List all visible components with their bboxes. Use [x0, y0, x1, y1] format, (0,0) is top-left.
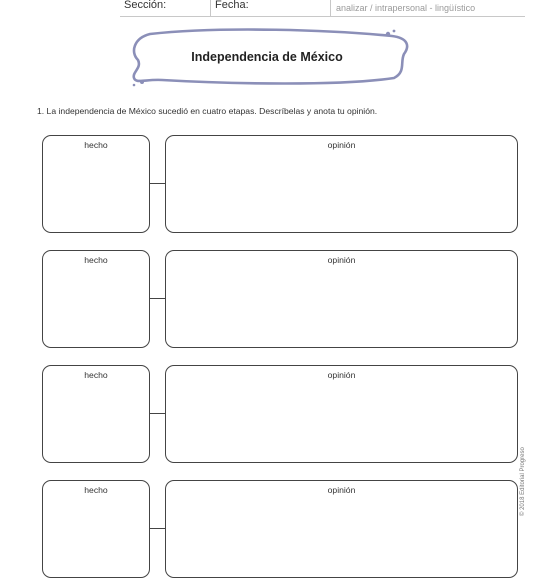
hecho-box[interactable]: [42, 480, 150, 578]
page-title: Independencia de México: [191, 50, 343, 64]
instruction-text: 1. La independencia de México sucedió en cuatro etapas. Descríbelas y anota tu opinión.: [37, 106, 378, 116]
connector-line: [149, 413, 165, 414]
opinion-box[interactable]: [165, 480, 518, 578]
header-rule: [120, 16, 525, 17]
section-label: Sección:: [124, 0, 167, 11]
opinion-box[interactable]: [165, 365, 518, 463]
hecho-label: hecho: [84, 140, 108, 150]
opinion-box[interactable]: [165, 135, 518, 233]
banner-dot: [140, 80, 144, 84]
opinion-label: opinión: [327, 140, 356, 150]
skills-text: analizar / intrapersonal - lingüístico: [336, 3, 476, 13]
connector-line: [149, 183, 165, 184]
hecho-box[interactable]: [42, 135, 150, 233]
stage-row: [42, 480, 518, 578]
hecho-box[interactable]: [42, 250, 150, 348]
banner-dot: [133, 84, 136, 87]
copyright-text: © 2018 Editorial Progreso: [520, 447, 526, 516]
stage-row: [42, 365, 518, 463]
date-label: Fecha:: [215, 0, 249, 11]
stage-row: [42, 135, 518, 233]
banner-dot: [386, 32, 390, 36]
opinion-label: opinión: [327, 485, 356, 495]
opinion-label: opinión: [327, 370, 356, 380]
connector-line: [149, 528, 165, 529]
hecho-label: hecho: [84, 485, 108, 495]
header-divider: [330, 0, 331, 16]
opinion-box[interactable]: [165, 250, 518, 348]
connector-line: [149, 298, 165, 299]
opinion-label: opinión: [327, 255, 356, 265]
banner-dot: [393, 30, 396, 33]
header-divider: [210, 0, 211, 16]
stage-row: [42, 250, 518, 348]
hecho-box[interactable]: [42, 365, 150, 463]
hecho-label: hecho: [84, 255, 108, 265]
hecho-label: hecho: [84, 370, 108, 380]
